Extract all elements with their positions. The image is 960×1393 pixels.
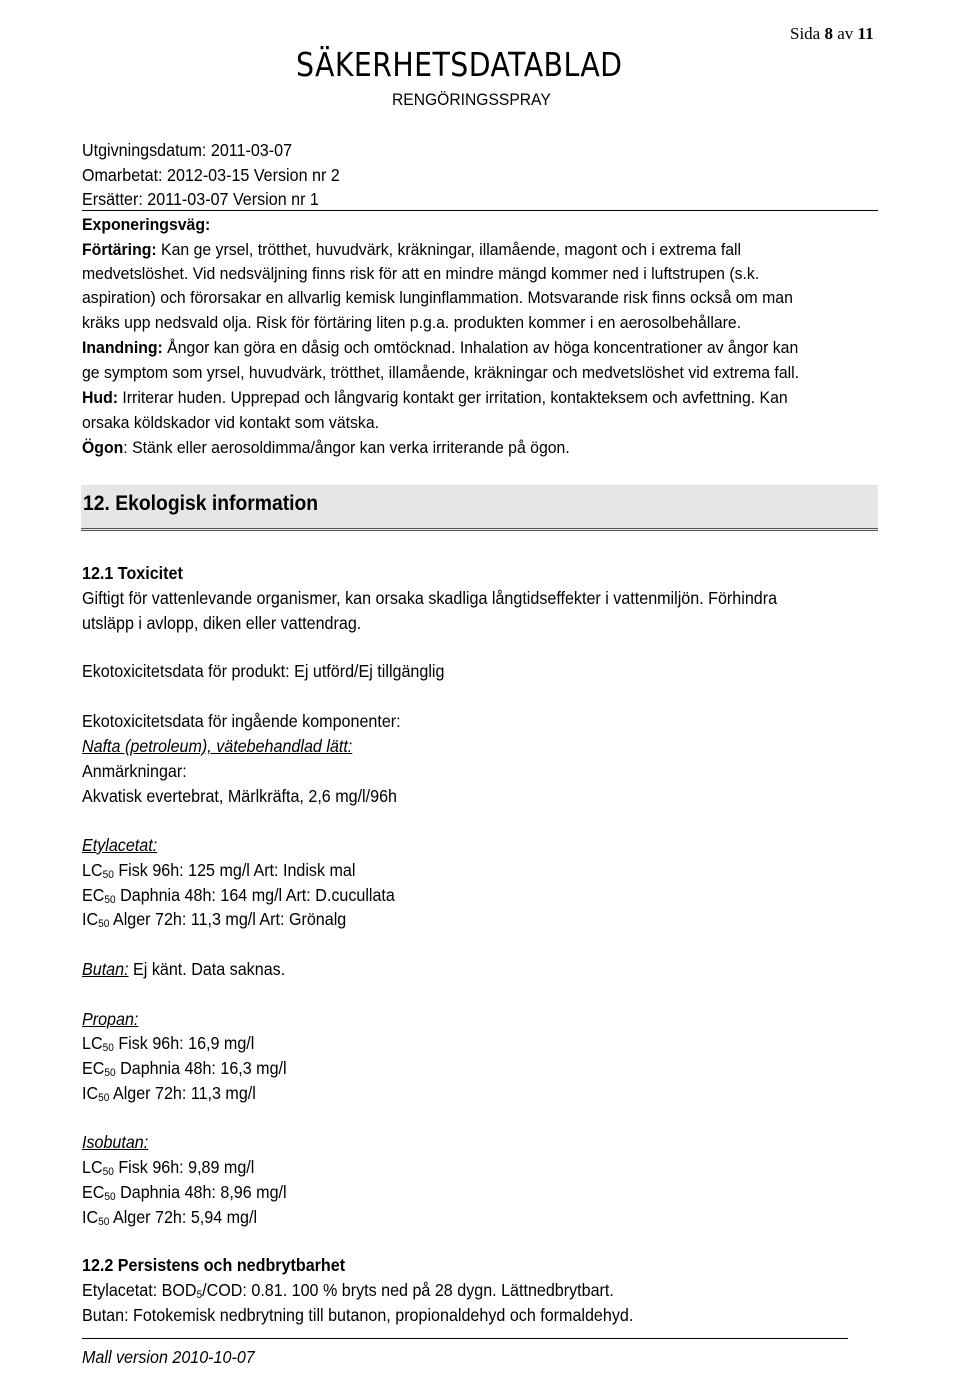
ingestion-line-1: Förtäring: Kan ge yrsel, trötthet, huvudvärk, kräkningar, illamående, magont och i extrema fall [82,240,742,259]
page-total: 11 [857,24,874,43]
template-version: Mall version 2010-10-07 [82,1347,255,1367]
etylacetat-name: Etylacetat: [82,835,158,855]
component-ecotox-data: Ekotoxicitetsdata för ingående komponenter: [82,711,401,731]
revision-info: Omarbetat: 2012-03-15 Version nr 2 [82,165,340,185]
header-divider [82,210,878,211]
isobutan-lc50: $LC_{50}$ Fisk 96h: 9,89 mg/l [82,1157,255,1178]
inhalation-line-2: ge symptom som yrsel, huvudvärk, trötthet, illamående, kräkningar och medvetslöshet vid extrema fall. [82,363,800,382]
persistence-line-2: Butan: Fotokemisk nedbrytning till butanon, propionaldehyd och formaldehyd. [82,1305,634,1325]
etylacetat-ec50: $EC_{50}$ Daphnia 48h: 164 mg/l Art: D.cucullata [82,885,395,906]
skin-label: Hud: [82,388,119,407]
replaces-info: Ersätter: 2011-03-07 Version nr 1 [82,189,319,209]
exposure-heading: Exponeringsväg: [82,215,211,234]
skin-line-2: orsaka köldskador vid kontakt som vätska. [82,413,380,432]
page-number: Sida 8 av 11 [790,24,874,43]
etylacetat-ic50: $IC_{50}$ Alger 72h: 11,3 mg/l Art: Grönalg [82,909,347,930]
section-12-title: 12. Ekologisk information [83,492,319,515]
inhalation-line-1: Inandning: Ångor kan göra en dåsig och omtöcknad. Inhalation av höga koncentrationer av ångor kan [82,338,799,357]
ingestion-line-2: medvetslöshet. Vid nedsväljning finns risk för att en mindre mängd kommer ned i luftstrupen (s.k. [82,264,760,283]
propan-lc50: $LC_{50}$ Fisk 96h: 16,9 mg/l [82,1033,255,1054]
eyes-line: Ögon: Stänk eller aerosoldimma/ångor kan verka irriterande på ögon. [82,438,570,457]
ingestion-line-4: kräks upp nedsvald olja. Risk för förtäring liten p.g.a. produkten kommer i en aerosolbehållare. [82,313,742,332]
persistence-line-1: Etylacetat: $BOD_5$/COD: 0.81. 100 % bryts ned på 28 dygn. Lättnedbrytbart. [82,1280,614,1301]
document-title: SÄKERHETSDATABLAD [296,45,623,84]
nafta-value: Akvatisk evertebrat, Märlkräfta, 2,6 mg/l/96h [82,786,397,806]
ingestion-line-3: aspiration) och förorsakar en allvarlig kemisk lunginflammation. Motsvarande risk finns också om man [82,288,793,307]
issue-date: Utgivningsdatum: 2011-03-07 [82,140,293,160]
propan-ec50: $EC_{50}$ Daphnia 48h: 16,3 mg/l [82,1058,287,1079]
inhalation-label: Inandning: [82,338,163,357]
footer-divider [82,1338,848,1339]
ingestion-label: Förtäring: [82,240,157,259]
document-subtitle: RENGÖRINGSSPRAY [392,90,551,109]
nafta-name: Nafta (petroleum), vätebehandlad lätt: [82,736,353,756]
page-current: 8 [824,24,833,43]
etylacetat-lc50: $LC_{50}$ Fisk 96h: 125 mg/l Art: Indisk mal [82,860,356,881]
toxicity-line-1: Giftigt för vattenlevande organismer, kan orsaka skadliga långtidseffekter i vattenmiljön. Förhindra [82,588,778,608]
isobutan-name: Isobutan: [82,1132,149,1152]
skin-line-1: Hud: Irriterar huden. Upprepad och långvarig kontakt ger irritation, kontakteksem och avfettning. Kan [82,388,788,407]
butan-entry: Butan: Ej känt. Data saknas. [82,959,286,979]
butan-name: Butan: [82,959,129,979]
persistence-heading: 12.2 Persistens och nedbrytbarhet [82,1255,346,1275]
product-ecotox-data: Ekotoxicitetsdata för produkt: Ej utförd/Ej tillgänglig [82,661,445,681]
toxicity-heading: 12.1 Toxicitet [82,563,183,583]
isobutan-ec50: $EC_{50}$ Daphnia 48h: 8,96 mg/l [82,1182,287,1203]
isobutan-ic50: $IC_{50}$ Alger 72h: 5,94 mg/l [82,1207,258,1228]
eyes-label: Ögon [82,438,124,457]
nafta-remark: Anmärkningar: [82,761,187,781]
toxicity-line-2: utsläpp i avlopp, diken eller vattendrag. [82,613,362,633]
section-12-header [81,485,878,531]
propan-ic50: $IC_{50}$ Alger 72h: 11,3 mg/l [82,1083,256,1104]
propan-name: Propan: [82,1009,139,1029]
